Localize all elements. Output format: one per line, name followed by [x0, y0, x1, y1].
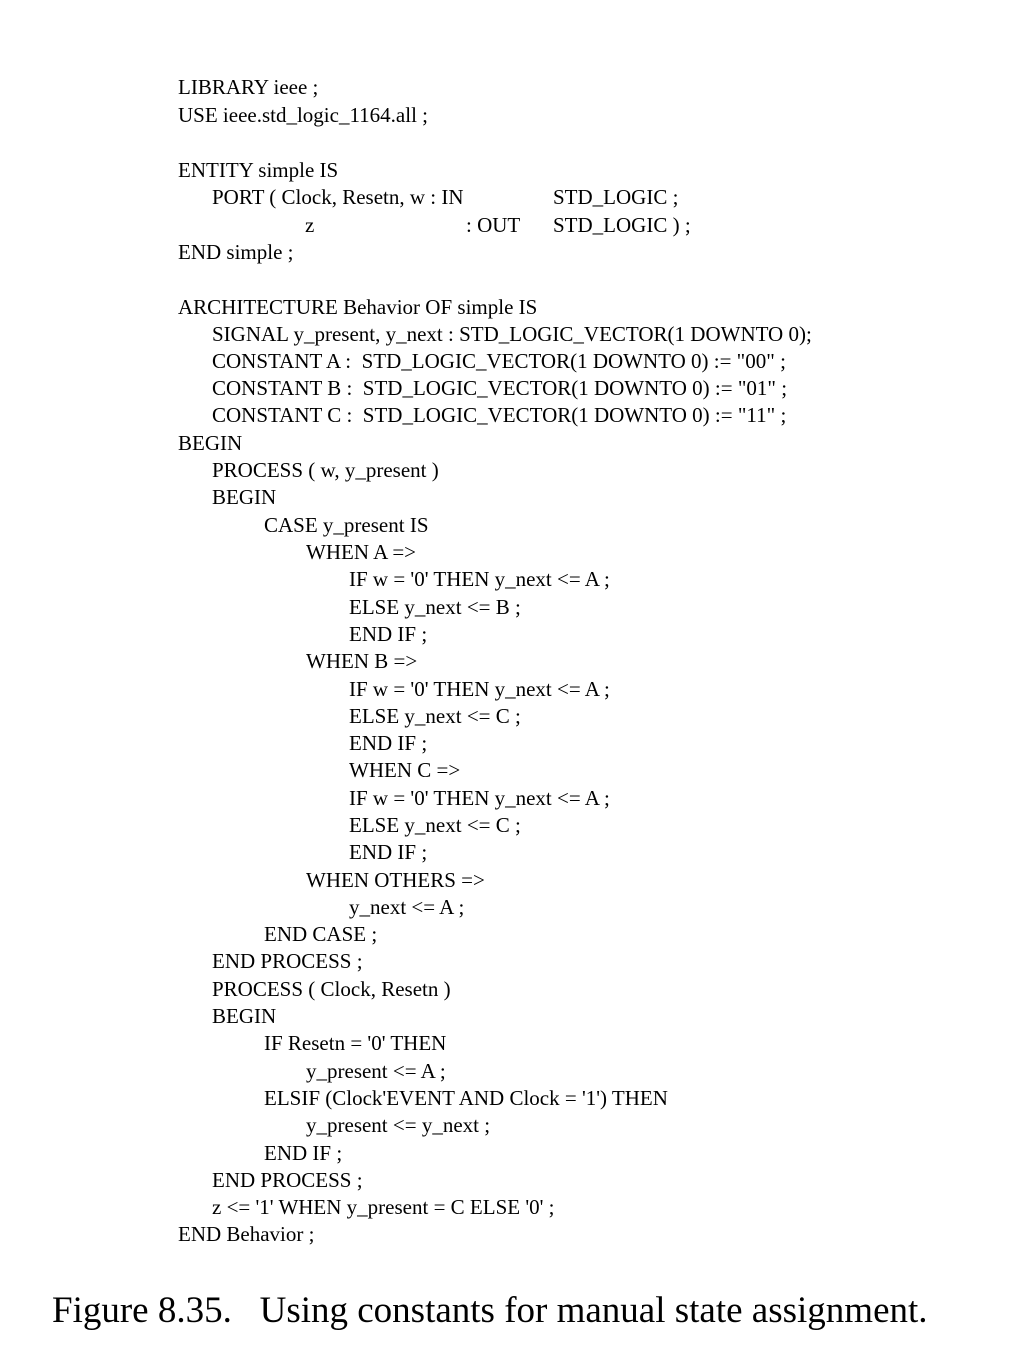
code-line: ELSE y_next <= C ; [349, 813, 521, 837]
code-line: ENTITY simple IS [178, 158, 339, 182]
code-line: ELSE y_next <= C ; [349, 704, 521, 728]
code-line: BEGIN [178, 431, 243, 455]
code-line: END CASE ; [264, 922, 378, 946]
code-line: y_next <= A ; [349, 895, 465, 919]
code-line: y_present <= A ; [306, 1059, 446, 1083]
code-line: END Behavior ; [178, 1222, 315, 1246]
code-line: CONSTANT C : STD_LOGIC_VECTOR(1 DOWNTO 0) := "11" ; [212, 403, 787, 427]
code-line: END IF ; [349, 731, 428, 755]
code-line-segment: : OUT [466, 213, 521, 237]
code-line: WHEN A => [306, 540, 417, 564]
code-line: CONSTANT B : STD_LOGIC_VECTOR(1 DOWNTO 0) := "01" ; [212, 376, 788, 400]
code-line: IF w = '0' THEN y_next <= A ; [349, 677, 610, 701]
code-line-segment: PORT ( Clock, Resetn, w : IN [212, 185, 464, 209]
code-line: SIGNAL y_present, y_next : STD_LOGIC_VECTOR(1 DOWNTO 0); [212, 322, 812, 346]
code-line: PROCESS ( Clock, Resetn ) [212, 977, 451, 1001]
code-line: z <= '1' WHEN y_present = C ELSE '0' ; [212, 1195, 555, 1219]
code-line: END PROCESS ; [212, 949, 363, 973]
code-line: LIBRARY ieee ; [178, 75, 319, 99]
code-line: WHEN OTHERS => [306, 868, 485, 892]
code-line: CASE y_present IS [264, 513, 429, 537]
code-line: CONSTANT A : STD_LOGIC_VECTOR(1 DOWNTO 0) := "00" ; [212, 349, 786, 373]
code-line: BEGIN [212, 485, 277, 509]
code-line: ARCHITECTURE Behavior OF simple IS [178, 295, 538, 319]
code-line: END IF ; [349, 622, 428, 646]
code-line: IF w = '0' THEN y_next <= A ; [349, 567, 610, 591]
code-line-segment: z [305, 213, 315, 237]
code-line: WHEN C => [349, 758, 461, 782]
code-line-segment: STD_LOGIC ; [553, 185, 679, 209]
code-line: WHEN B => [306, 649, 418, 673]
code-line: END PROCESS ; [212, 1168, 363, 1192]
code-line: END IF ; [349, 840, 428, 864]
code-line: ELSIF (Clock'EVENT AND Clock = '1') THEN [264, 1086, 668, 1110]
code-line: IF Resetn = '0' THEN [264, 1031, 447, 1055]
code-line: END simple ; [178, 240, 294, 264]
code-line: y_present <= y_next ; [306, 1113, 491, 1137]
code-line: USE ieee.std_logic_1164.all ; [178, 103, 429, 127]
code-line: ELSE y_next <= B ; [349, 595, 521, 619]
figure-caption: Figure 8.35. Using constants for manual state assignment. [52, 1290, 928, 1331]
code-line: END IF ; [264, 1141, 343, 1165]
code-line: PROCESS ( w, y_present ) [212, 458, 439, 482]
code-line: IF w = '0' THEN y_next <= A ; [349, 786, 610, 810]
code-line: BEGIN [212, 1004, 277, 1028]
code-line-segment: STD_LOGIC ) ; [553, 213, 691, 237]
